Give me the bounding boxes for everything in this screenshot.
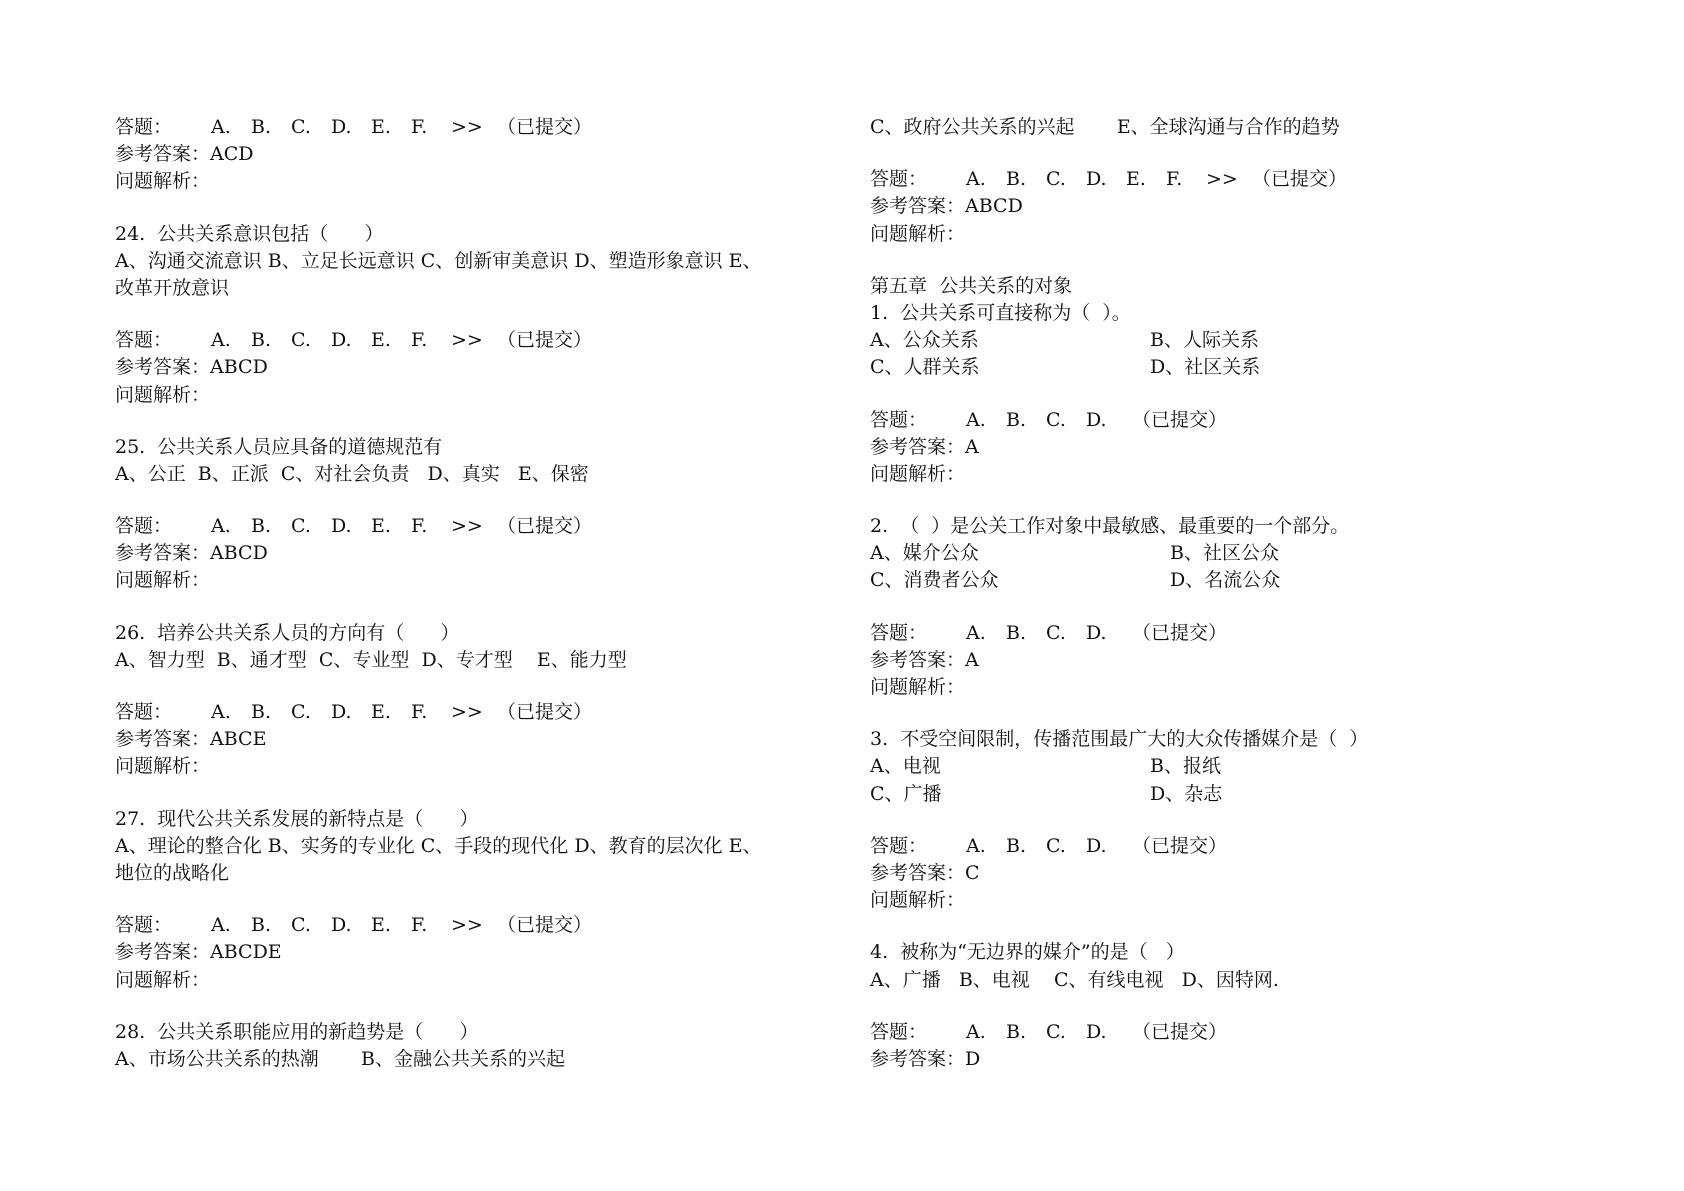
- next-arrow[interactable]: >>: [451, 914, 483, 937]
- next-arrow[interactable]: >>: [451, 515, 483, 538]
- option-d[interactable]: D.: [331, 914, 352, 937]
- choices-grid: [870, 540, 1630, 594]
- choice-d: D、名流公众: [1170, 569, 1281, 592]
- question-stem: 1. 公共关系可直接称为（ ）。: [870, 301, 1131, 324]
- choice-a: A、电视: [870, 755, 941, 778]
- option-b[interactable]: B.: [251, 515, 272, 538]
- choice-b: B、报纸: [1150, 755, 1221, 778]
- analysis-label: 问题解析：: [870, 889, 966, 912]
- right-column: [870, 114, 1630, 1073]
- analysis-label: 问题解析：: [870, 462, 966, 485]
- answer-label: 答题：: [870, 834, 928, 857]
- option-d[interactable]: D.: [1086, 834, 1107, 857]
- option-a[interactable]: A.: [966, 1020, 986, 1043]
- analysis-label: 问题解析：: [115, 755, 211, 778]
- option-a[interactable]: A.: [211, 515, 231, 538]
- answer-row: [115, 699, 835, 726]
- answer-label: 答题：: [870, 168, 928, 191]
- option-d[interactable]: D.: [1086, 168, 1107, 191]
- question-choices: A、市场公共关系的热潮 B、金融公共关系的兴起: [115, 1047, 565, 1070]
- choice-c: C、人群关系: [870, 356, 980, 379]
- question-stem: 24. 公共关系意识包括（ ）: [115, 222, 384, 245]
- question-stem: 26. 培养公共关系人员的方向有（ ）: [115, 621, 460, 644]
- option-a[interactable]: A.: [211, 701, 231, 723]
- option-e[interactable]: E.: [371, 701, 391, 723]
- submitted-status: （已提交）: [1132, 834, 1228, 857]
- question-choices: A、公正 B、正派 C、对社会负责 D、真实 E、保密: [115, 462, 589, 485]
- choice-b: B、人际关系: [1150, 329, 1259, 352]
- submitted-status: （已提交）: [1132, 1020, 1228, 1043]
- choice-c: C、消费者公众: [870, 569, 999, 592]
- question-choices: A、沟通交流意识 B、立足长远意识 C、创新审美意识 D、塑造形象意识 E、: [115, 249, 762, 272]
- option-a[interactable]: A.: [966, 621, 986, 644]
- chapter-heading: 第五章 公共关系的对象: [870, 274, 1073, 297]
- analysis-label: 问题解析：: [115, 383, 211, 406]
- analysis-label: 问题解析：: [115, 968, 211, 991]
- option-a[interactable]: A.: [966, 834, 986, 857]
- option-f[interactable]: F.: [411, 329, 428, 352]
- option-c[interactable]: C.: [1046, 408, 1066, 431]
- option-d[interactable]: D.: [1086, 621, 1107, 644]
- reference-answer: 参考答案：A: [870, 435, 979, 458]
- option-c[interactable]: C.: [1046, 834, 1066, 857]
- option-b[interactable]: B.: [251, 116, 272, 138]
- question-choices-cont: 改革开放意识: [115, 276, 230, 299]
- question-stem: 2. （ ）是公关工作对象中最敏感、最重要的一个部分。: [870, 515, 1350, 538]
- choice-a: A、媒介公众: [870, 542, 979, 565]
- choice-b: B、社区公众: [1170, 542, 1279, 565]
- option-b[interactable]: B.: [1006, 408, 1027, 431]
- question-choices: A、智力型 B、通才型 C、专业型 D、专才型 E、能力型: [115, 648, 627, 671]
- option-d[interactable]: D.: [331, 701, 352, 723]
- option-c[interactable]: C.: [291, 515, 311, 538]
- submitted-status: （已提交）: [497, 116, 593, 138]
- option-c[interactable]: C.: [1046, 1020, 1066, 1043]
- answer-row: [115, 912, 835, 939]
- option-b[interactable]: B.: [251, 914, 272, 937]
- option-e[interactable]: E.: [1126, 168, 1146, 191]
- analysis-label: 问题解析：: [870, 676, 966, 698]
- left-column: [115, 114, 835, 1073]
- option-a[interactable]: A.: [211, 914, 231, 937]
- reference-answer: 参考答案：ABCD: [115, 542, 268, 565]
- option-b[interactable]: B.: [1006, 1020, 1027, 1043]
- question-stem: 27. 现代公共关系发展的新特点是（ ）: [115, 807, 479, 830]
- submitted-status: （已提交）: [497, 329, 593, 352]
- option-b[interactable]: B.: [251, 701, 272, 723]
- next-arrow[interactable]: >>: [451, 116, 483, 138]
- reference-answer: 参考答案：ACD: [115, 143, 254, 166]
- answer-row: [870, 1019, 1630, 1046]
- submitted-status: （已提交）: [1252, 168, 1348, 191]
- question-stem: 28. 公共关系职能应用的新趋势是（ ）: [115, 1020, 479, 1043]
- option-f[interactable]: F.: [411, 116, 428, 138]
- option-d[interactable]: D.: [331, 116, 352, 138]
- option-c[interactable]: C.: [291, 914, 311, 937]
- option-b[interactable]: B.: [1006, 834, 1027, 857]
- option-b[interactable]: B.: [1006, 621, 1027, 644]
- option-f[interactable]: F.: [1166, 168, 1183, 191]
- option-c[interactable]: C.: [291, 329, 311, 352]
- choice-d: D、社区关系: [1150, 356, 1261, 379]
- analysis-label: 问题解析：: [870, 222, 966, 245]
- question-stem: 25. 公共关系人员应具备的道德规范有: [115, 435, 443, 458]
- option-f[interactable]: F.: [411, 701, 428, 723]
- answer-label: 答题：: [115, 329, 173, 352]
- answer-row: [870, 407, 1630, 434]
- option-c[interactable]: C.: [1046, 168, 1066, 191]
- answer-label: 答题：: [115, 914, 173, 937]
- submitted-status: （已提交）: [497, 701, 593, 723]
- reference-answer: 参考答案：ABCE: [115, 728, 267, 751]
- option-e[interactable]: E.: [371, 914, 391, 937]
- reference-answer: 参考答案：C: [870, 861, 980, 884]
- reference-answer: 参考答案：ABCDE: [115, 941, 282, 964]
- choices-grid: [870, 753, 1630, 807]
- answer-label: 答题：: [115, 701, 173, 723]
- option-a[interactable]: A.: [211, 116, 231, 138]
- option-b[interactable]: B.: [1006, 168, 1027, 191]
- answer-label: 答题：: [870, 621, 928, 644]
- choice-a: A、公众关系: [870, 329, 979, 352]
- next-arrow[interactable]: >>: [451, 329, 483, 352]
- option-c[interactable]: C.: [291, 116, 311, 138]
- option-d[interactable]: D.: [331, 329, 352, 352]
- reference-answer: 参考答案：ABCD: [870, 195, 1023, 218]
- analysis-label: 问题解析：: [115, 170, 211, 193]
- option-a[interactable]: A.: [966, 408, 986, 431]
- answer-label: 答题：: [115, 116, 173, 138]
- option-c[interactable]: C.: [291, 701, 311, 723]
- question-choices-cont: C、政府公共关系的兴起 E、全球沟通与合作的趋势: [870, 116, 1340, 138]
- submitted-status: （已提交）: [1132, 621, 1228, 644]
- choice-d: D、杂志: [1150, 782, 1223, 805]
- answer-row: [115, 513, 835, 540]
- option-f[interactable]: F.: [411, 914, 428, 937]
- submitted-status: （已提交）: [1132, 408, 1228, 431]
- option-a[interactable]: A.: [966, 168, 986, 191]
- option-e[interactable]: E.: [371, 515, 391, 538]
- choices-grid: [870, 327, 1630, 381]
- answer-label: 答题：: [870, 1020, 928, 1043]
- option-e[interactable]: E.: [371, 329, 391, 352]
- answer-row: [115, 327, 835, 354]
- option-c[interactable]: C.: [1046, 621, 1066, 644]
- option-e[interactable]: E.: [371, 116, 391, 138]
- reference-answer: 参考答案：A: [870, 648, 979, 671]
- reference-answer: 参考答案：D: [870, 1047, 981, 1070]
- question-choices: A、理论的整合化 B、实务的专业化 C、手段的现代化 D、教育的层次化 E、: [115, 834, 762, 857]
- next-arrow[interactable]: >>: [1206, 168, 1238, 191]
- answer-row: [115, 114, 835, 141]
- analysis-label: 问题解析：: [115, 569, 211, 592]
- option-d[interactable]: D.: [331, 515, 352, 538]
- choice-c: C、广播: [870, 782, 942, 805]
- question-choices-cont: 地位的战略化: [115, 861, 230, 884]
- submitted-status: （已提交）: [497, 515, 593, 538]
- option-f[interactable]: F.: [411, 515, 428, 538]
- option-d[interactable]: D.: [1086, 1020, 1107, 1043]
- reference-answer: 参考答案：ABCD: [115, 356, 268, 379]
- answer-row: [870, 833, 1630, 860]
- answer-label: 答题：: [870, 408, 928, 431]
- question-stem: 4. 被称为“无边界的媒介”的是（ ）: [870, 941, 1185, 964]
- question-stem: 3. 不受空间限制，传播范围最广大的大众传播媒介是（ ）: [870, 728, 1369, 751]
- answer-label: 答题：: [115, 515, 173, 538]
- option-d[interactable]: D.: [1086, 408, 1107, 431]
- question-choices: A、广播 B、电视 C、有线电视 D、因特网.: [870, 968, 1279, 991]
- option-b[interactable]: B.: [251, 329, 272, 352]
- option-a[interactable]: A.: [211, 329, 231, 352]
- answer-row: [870, 166, 1630, 193]
- next-arrow[interactable]: >>: [451, 701, 483, 723]
- answer-row: [870, 620, 1630, 647]
- submitted-status: （已提交）: [497, 914, 593, 937]
